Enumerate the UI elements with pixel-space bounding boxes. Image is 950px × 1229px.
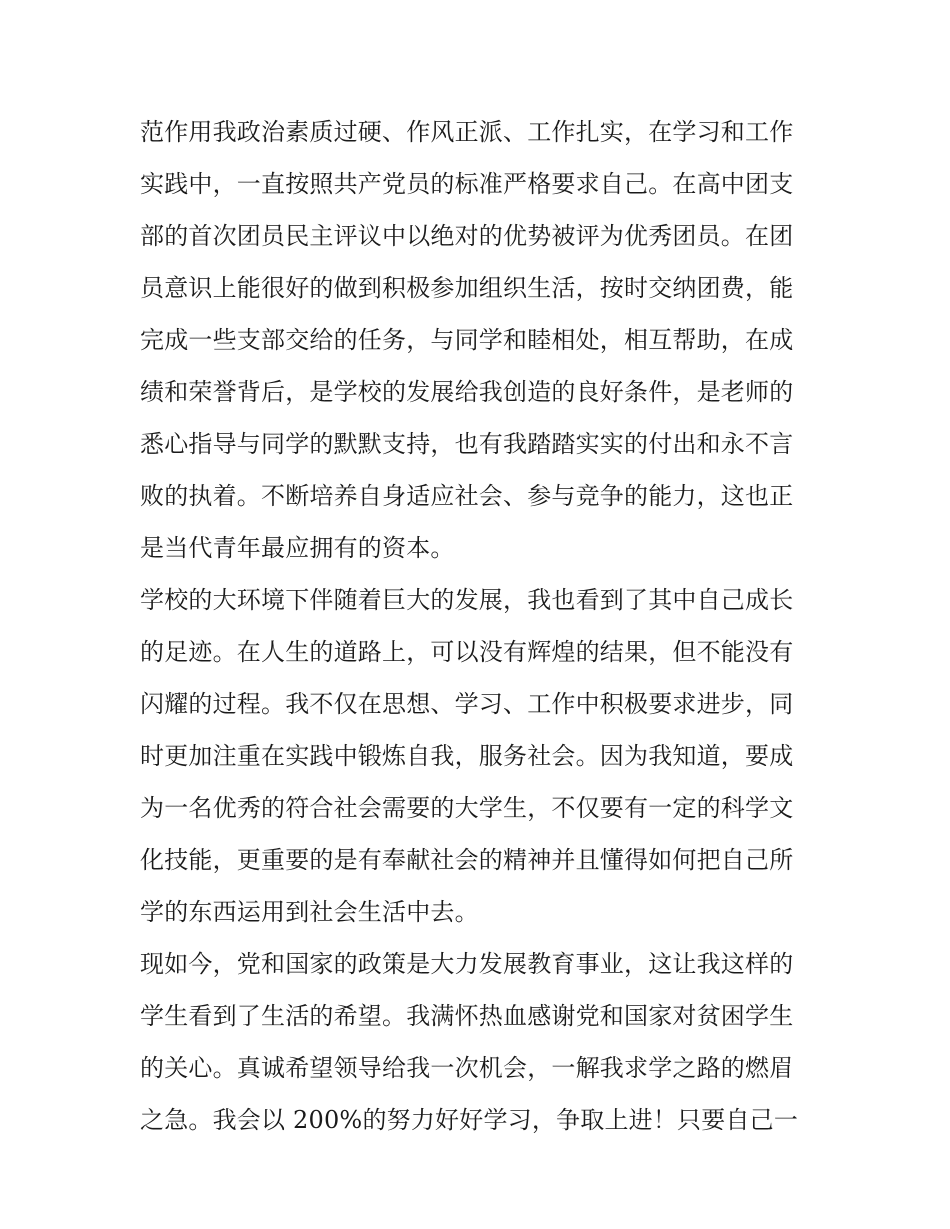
text-line: 完成一些支部交给的任务，与同学和睦相处，相互帮助，在成 bbox=[140, 326, 794, 354]
text-line: 绩和荣誉背后，是学校的发展给我创造的良好条件，是老师的 bbox=[140, 378, 794, 406]
text-line: 败的执着。不断培养自身适应社会、参与竞争的能力，这也正 bbox=[140, 482, 794, 510]
text-line: 学校的大环境下伴随着巨大的发展，我也看到了其中自己成长 bbox=[140, 586, 794, 614]
text-line: 悉心指导与同学的默默支持，也有我踏踏实实的付出和永不言 bbox=[140, 430, 794, 458]
text-line: 的足迹。在人生的道路上，可以没有辉煌的结果，但不能没有 bbox=[140, 638, 794, 666]
text-line: 实践中，一直按照共产党员的标准严格要求自己。在高中团支 bbox=[140, 170, 794, 198]
paragraph-3 bbox=[140, 938, 820, 1146]
text-line: 员意识上能很好的做到积极参加组织生活，按时交纳团费，能 bbox=[140, 274, 794, 302]
paragraph-2 bbox=[140, 574, 820, 938]
document-body bbox=[140, 106, 820, 1146]
text-line: 学生看到了生活的希望。我满怀热血感谢党和国家对贫困学生 bbox=[140, 1002, 794, 1030]
text-line: 时更加注重在实践中锻炼自我，服务社会。因为我知道，要成 bbox=[140, 742, 794, 770]
text-line: 化技能，更重要的是有奉献社会的精神并且懂得如何把自己所 bbox=[140, 846, 794, 874]
text-line: 现如今，党和国家的政策是大力发展教育事业，这让我这样的 bbox=[140, 950, 794, 978]
text-line: 之急。我会以 200%的努力好好学习，争取上进！只要自己一 bbox=[140, 1106, 799, 1134]
text-line: 学的东西运用到社会生活中去。 bbox=[140, 898, 479, 926]
text-line: 是当代青年最应拥有的资本。 bbox=[140, 534, 455, 562]
text-line: 部的首次团员民主评议中以绝对的优势被评为优秀团员。在团 bbox=[140, 222, 794, 250]
paragraph-1 bbox=[140, 106, 820, 574]
text-line: 闪耀的过程。我不仅在思想、学习、工作中积极要求进步，同 bbox=[140, 690, 794, 718]
text-line: 为一名优秀的符合社会需要的大学生，不仅要有一定的科学文 bbox=[140, 794, 794, 822]
text-line: 范作用我政治素质过硬、作风正派、工作扎实，在学习和工作 bbox=[140, 118, 794, 146]
text-line: 的关心。真诚希望领导给我一次机会，一解我求学之路的燃眉 bbox=[140, 1054, 794, 1082]
